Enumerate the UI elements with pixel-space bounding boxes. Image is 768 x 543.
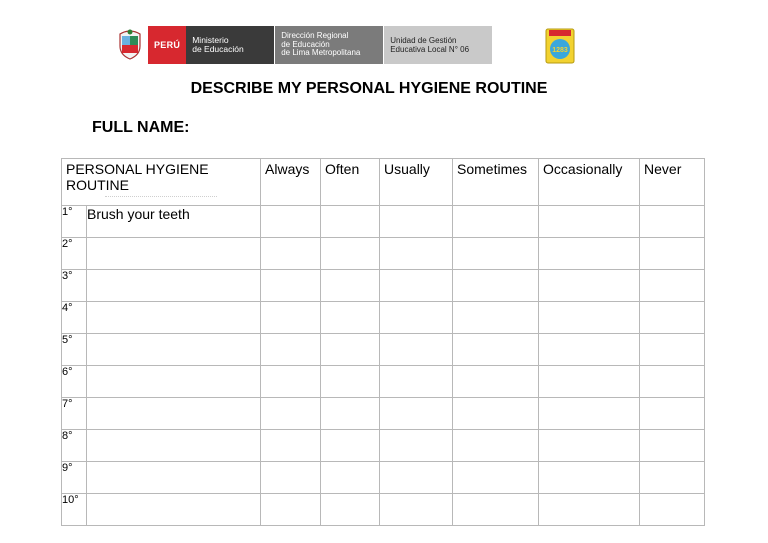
frequency-cell-usually[interactable] [380,334,453,366]
frequency-cell-always[interactable] [261,238,321,270]
routine-header-line-1: PERSONAL HYGIENE [66,161,209,177]
frequency-cell-always[interactable] [261,462,321,494]
frequency-cell-never[interactable] [640,238,705,270]
frequency-cell-often[interactable] [321,366,380,398]
page-title: DESCRIBE MY PERSONAL HYGIENE ROUTINE [190,80,548,97]
row-number: 6° [62,366,87,398]
frequency-cell-often[interactable] [321,398,380,430]
frequency-cell-never[interactable] [640,366,705,398]
table-row [62,494,705,526]
activity-cell[interactable]: Brush your teeth [87,206,261,238]
frequency-cell-usually[interactable] [380,462,453,494]
table-row [62,238,705,270]
table-row [62,206,705,238]
frequency-cell-usually[interactable] [380,398,453,430]
frequency-cell-occasionally[interactable] [539,238,640,270]
column-header-often: Often [321,159,380,206]
row-number: 5° [62,334,87,366]
frequency-cell-occasionally[interactable] [539,398,640,430]
frequency-cell-sometimes[interactable] [453,430,539,462]
frequency-cell-never[interactable] [640,334,705,366]
column-header-sometimes: Sometimes [453,159,539,206]
peru-coat-of-arms-icon [116,26,144,62]
frequency-cell-always[interactable] [261,366,321,398]
activity-cell[interactable] [87,494,261,526]
frequency-cell-sometimes[interactable] [453,302,539,334]
frequency-cell-sometimes[interactable] [453,270,539,302]
activity-cell[interactable] [87,366,261,398]
school-badge-icon [545,28,575,64]
frequency-cell-occasionally[interactable] [539,334,640,366]
frequency-cell-never[interactable] [640,206,705,238]
frequency-cell-usually[interactable] [380,270,453,302]
routine-column-header [62,159,261,206]
dre-line-3: de Lima Metropolitana [281,48,361,58]
frequency-cell-often[interactable] [321,430,380,462]
frequency-cell-occasionally[interactable] [539,270,640,302]
ministry-label [186,26,274,64]
frequency-cell-occasionally[interactable] [539,302,640,334]
activity-cell[interactable] [87,238,261,270]
table-row [62,462,705,494]
frequency-cell-occasionally[interactable] [539,430,640,462]
activity-cell[interactable] [87,270,261,302]
column-header-usually: Usually [380,159,453,206]
frequency-cell-sometimes[interactable] [453,206,539,238]
frequency-cell-often[interactable] [321,238,380,270]
peru-label: PERÚ [148,26,186,64]
routine-header-line-2: ROUTINE [66,177,129,193]
frequency-cell-usually[interactable] [380,238,453,270]
frequency-cell-often[interactable] [321,494,380,526]
activity-cell[interactable] [87,398,261,430]
row-number: 8° [62,430,87,462]
dre-line-2: de Educación [281,39,330,49]
frequency-cell-occasionally[interactable] [539,462,640,494]
column-header-never: Never [640,159,705,206]
frequency-cell-often[interactable] [321,206,380,238]
frequency-cell-often[interactable] [321,334,380,366]
column-header-occasionally: Occasionally [539,159,640,206]
frequency-cell-sometimes[interactable] [453,462,539,494]
row-number: 9° [62,462,87,494]
ministry-line-2: de Educación [192,44,244,54]
table-row [62,270,705,302]
frequency-cell-occasionally[interactable] [539,206,640,238]
badge-text: 1283 [552,47,568,54]
row-number: 7° [62,398,87,430]
table-row [62,366,705,398]
frequency-cell-never[interactable] [640,430,705,462]
ugel-line-1: Unidad de Gestión [390,36,457,45]
frequency-cell-often[interactable] [321,462,380,494]
frequency-cell-always[interactable] [261,270,321,302]
activity-cell[interactable] [87,430,261,462]
frequency-cell-usually[interactable] [380,366,453,398]
ugel-label [384,26,492,64]
activity-cell[interactable] [87,302,261,334]
table-body [62,206,705,526]
frequency-cell-always[interactable] [261,206,321,238]
institution-logo-bar [116,26,492,64]
frequency-cell-always[interactable] [261,302,321,334]
frequency-cell-never[interactable] [640,462,705,494]
dre-line-1: Dirección Regional [281,31,349,41]
activity-cell[interactable] [87,334,261,366]
regional-directorate-label [275,26,383,64]
activity-cell[interactable] [87,462,261,494]
full-name-label: FULL NAME: [92,119,190,136]
table-row [62,302,705,334]
row-number: 1° [62,206,87,238]
column-header-always: Always [261,159,321,206]
table-row [62,430,705,462]
ministry-line-1: Ministerio [192,35,229,45]
frequency-cell-usually[interactable] [380,302,453,334]
frequency-cell-always[interactable] [261,494,321,526]
frequency-cell-occasionally[interactable] [539,366,640,398]
frequency-cell-occasionally[interactable] [539,494,640,526]
frequency-cell-never[interactable] [640,494,705,526]
frequency-cell-sometimes[interactable] [453,494,539,526]
frequency-cell-never[interactable] [640,302,705,334]
ugel-line-2: Educativa Local N° 06 [390,45,470,54]
frequency-cell-sometimes[interactable] [453,334,539,366]
row-number: 4° [62,302,87,334]
frequency-cell-always[interactable] [261,334,321,366]
frequency-cell-never[interactable] [640,270,705,302]
frequency-cell-usually[interactable] [380,206,453,238]
table-row [62,398,705,430]
table-header-row [62,159,705,206]
row-number: 10° [62,494,87,526]
table-row [62,334,705,366]
frequency-cell-sometimes[interactable] [453,366,539,398]
frequency-cell-often[interactable] [321,270,380,302]
frequency-cell-usually[interactable] [380,430,453,462]
hygiene-routine-table [61,158,705,526]
frequency-cell-always[interactable] [261,398,321,430]
frequency-cell-never[interactable] [640,398,705,430]
frequency-cell-often[interactable] [321,302,380,334]
frequency-cell-sometimes[interactable] [453,238,539,270]
dotted-separator [105,196,217,197]
frequency-cell-usually[interactable] [380,494,453,526]
frequency-cell-always[interactable] [261,430,321,462]
row-number: 3° [62,270,87,302]
frequency-cell-sometimes[interactable] [453,398,539,430]
row-number: 2° [62,238,87,270]
